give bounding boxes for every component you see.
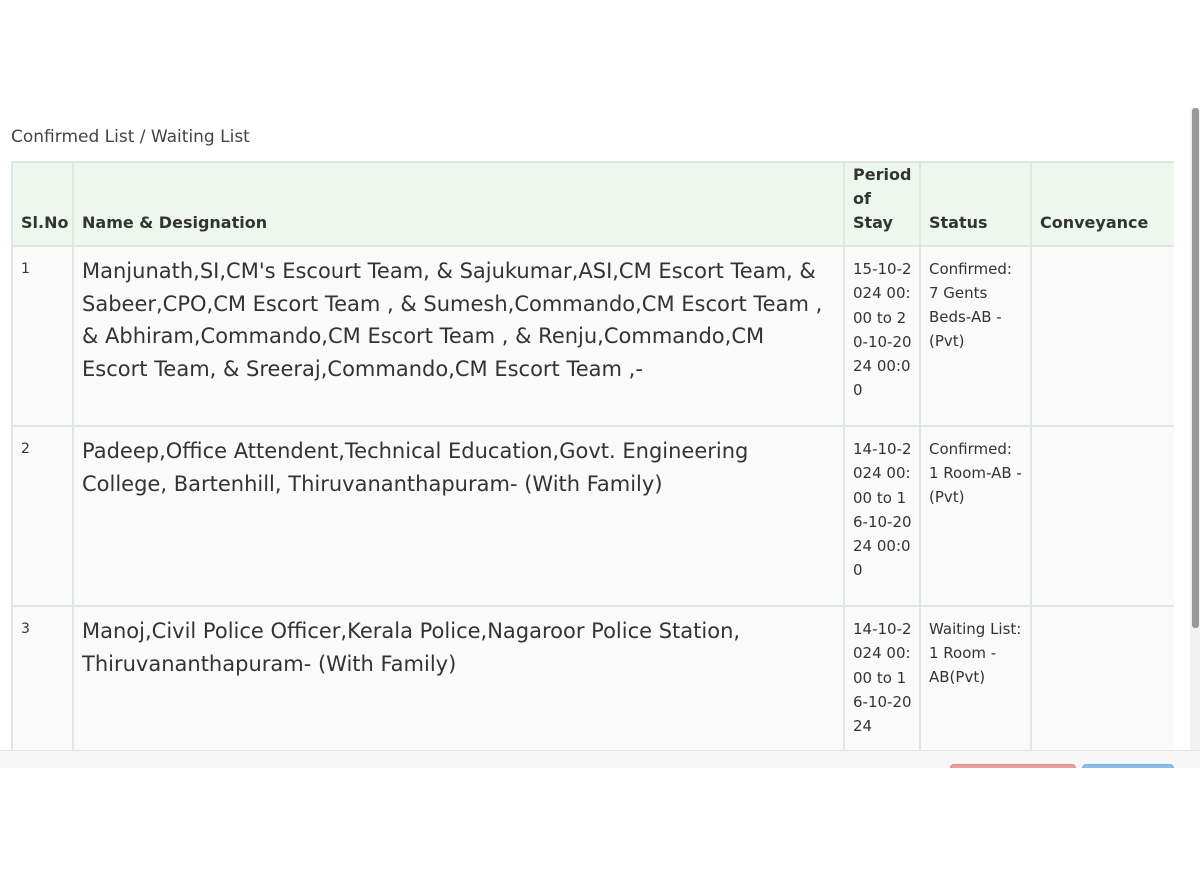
cell-conveyance — [1031, 606, 1174, 750]
table-header-row — [12, 162, 1174, 246]
header-conveyance: Conveyance — [1031, 162, 1174, 246]
cell-status: Waiting List: 1 Room - AB(Pvt) — [920, 606, 1031, 750]
cell-period-of-stay: 14-10-2024 00:00 to 16-10-2024 — [844, 606, 920, 750]
section-title: Confirmed List / Waiting List — [11, 127, 250, 147]
booking-table — [11, 161, 1174, 750]
modal-body — [0, 108, 1200, 768]
cell-sl-no: 1 — [12, 246, 73, 426]
cell-status: Confirmed: 1 Room-AB -(Pvt) — [920, 426, 1031, 606]
close-button[interactable] — [950, 764, 1076, 768]
header-period-of-stay: Period of Stay — [844, 162, 920, 246]
cell-sl-no: 3 — [12, 606, 73, 750]
booking-table-container — [11, 161, 1174, 750]
cell-conveyance — [1031, 246, 1174, 426]
vertical-scrollbar[interactable] — [1190, 108, 1200, 768]
header-name-designation: Name & Designation — [73, 162, 844, 246]
table-row — [12, 246, 1174, 426]
cell-status: Confirmed: 7 Gents Beds-AB -(Pvt) — [920, 246, 1031, 426]
header-status: Status — [920, 162, 1031, 246]
ok-button[interactable] — [1082, 764, 1174, 768]
cell-conveyance — [1031, 426, 1174, 606]
cell-period-of-stay: 15-10-2024 00:00 to 20-10-2024 00:00 — [844, 246, 920, 426]
cell-sl-no: 2 — [12, 426, 73, 606]
table-row — [12, 426, 1174, 606]
scrollbar-thumb[interactable] — [1192, 108, 1199, 628]
cell-name-designation: Manoj,Civil Police Officer,Kerala Police,Nagaroor Police Station, Thiruvananthapuram- (With Family) — [73, 606, 844, 750]
header-sl-no: Sl.No — [12, 162, 73, 246]
cell-name-designation: Padeep,Office Attendent,Technical Education,Govt. Engineering College, Bartenhill, Thiruvananthapuram- (With Family) — [73, 426, 844, 606]
table-row — [12, 606, 1174, 750]
cell-name-designation: Manjunath,SI,CM's Escourt Team, & Sajukumar,ASI,CM Escort Team, & Sabeer,CPO,CM Escort Team , & Sumesh,Commando,CM Escort Team , & Abhiram,Commando,CM Escort Team , & Renju,Commando,CM Escort Team, & Sreeraj,Commando,CM Escort Team ,- — [73, 246, 844, 426]
cell-period-of-stay: 14-10-2024 00:00 to 16-10-2024 00:00 — [844, 426, 920, 606]
